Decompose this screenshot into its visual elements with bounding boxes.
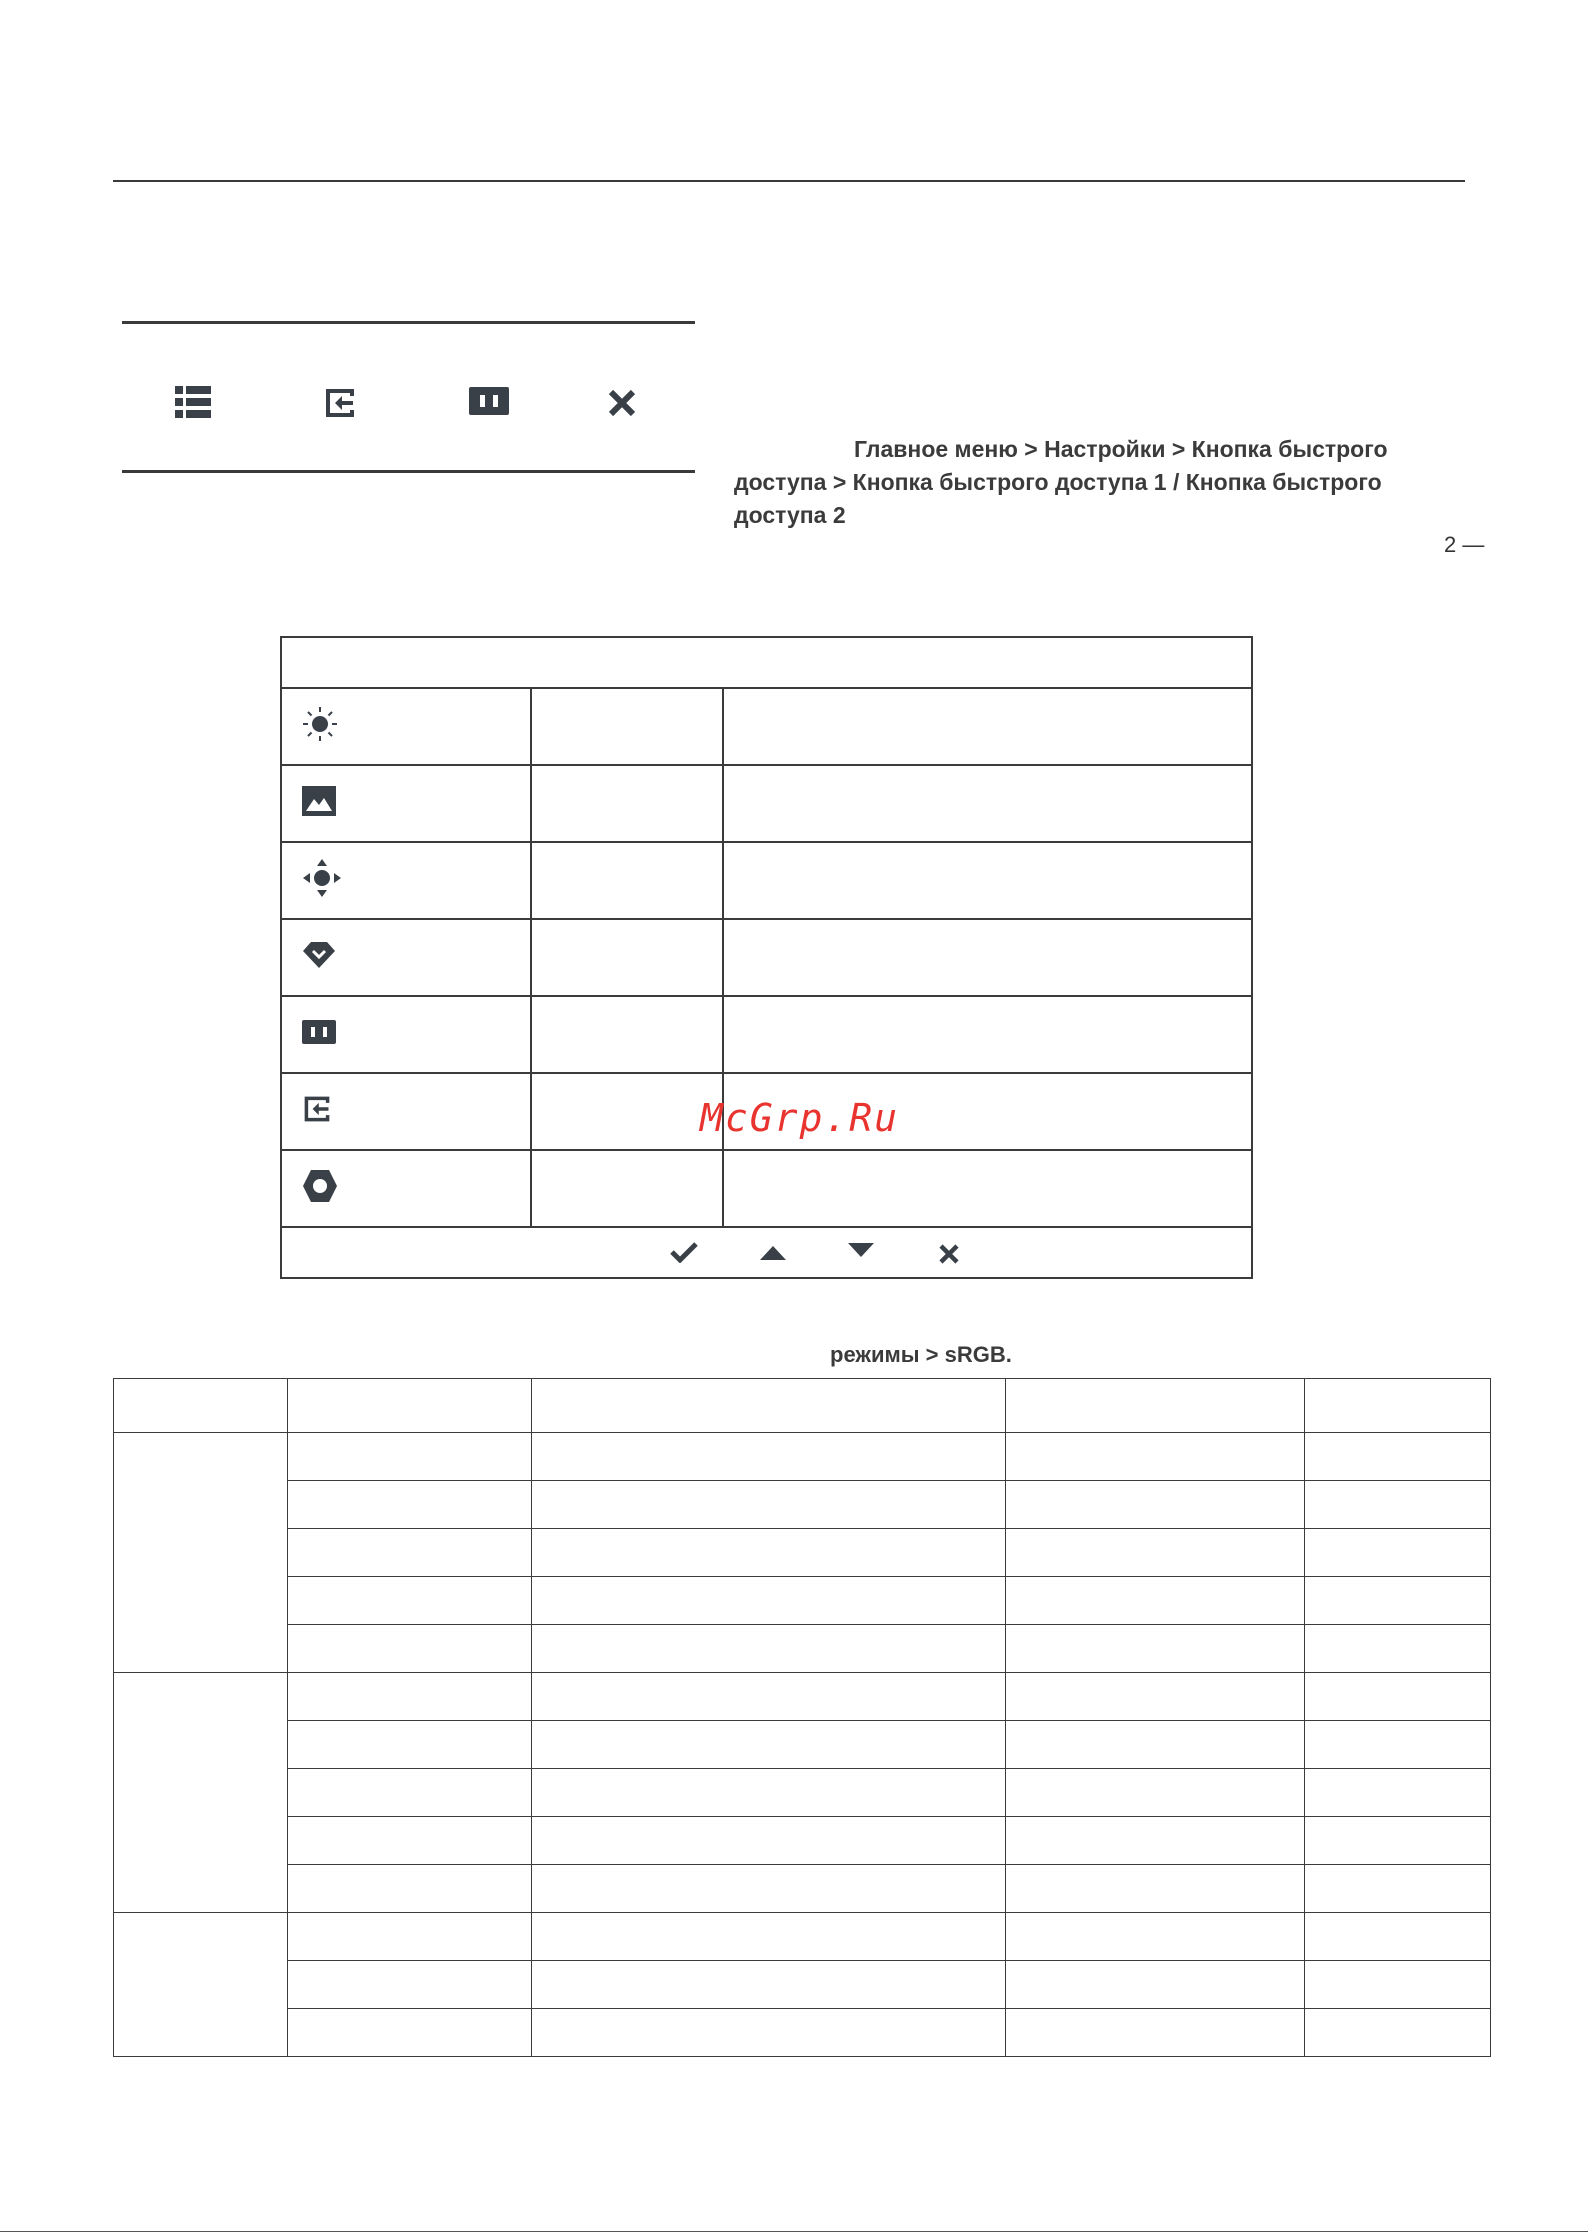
table-cell [1305, 1625, 1491, 1673]
table-cell [1006, 1481, 1305, 1529]
table-row [114, 1673, 1491, 1721]
osd-row [281, 842, 1252, 919]
table-cell [288, 1721, 532, 1769]
watermark: McGrp.Ru [700, 1096, 900, 1140]
osd-menu-table [280, 636, 1253, 1279]
table-cell [1006, 1673, 1305, 1721]
input-source-icon[interactable] [323, 386, 357, 420]
table-cell [532, 1379, 1006, 1433]
table-cell [532, 1817, 1006, 1865]
arrow-down-icon[interactable] [848, 1243, 874, 1257]
osd-desc-cell [723, 919, 1252, 996]
table-cell [532, 1481, 1006, 1529]
table-cell [1305, 1529, 1491, 1577]
table-row [114, 1961, 1491, 2009]
osd-footer-cell [281, 1227, 1252, 1278]
table-cell [1006, 1433, 1305, 1481]
table-cell [1305, 1577, 1491, 1625]
osd-value-cell [531, 1073, 723, 1150]
table-cell [532, 2009, 1006, 2057]
table-cell [1006, 1961, 1305, 2009]
table-cell [532, 1529, 1006, 1577]
table-cell [1305, 2009, 1491, 2057]
osd-header-cell [281, 637, 1252, 688]
page-number-dash: — [1462, 532, 1485, 557]
osd-value-cell [531, 765, 723, 842]
table-cell [288, 1529, 532, 1577]
table-cell [1305, 1721, 1491, 1769]
table-cell [288, 1913, 532, 1961]
table-cell [532, 1865, 1006, 1913]
osd-row [281, 996, 1252, 1073]
osd-desc-cell [723, 996, 1252, 1073]
osd-icon-cell [281, 996, 531, 1073]
osd-value-cell [531, 688, 723, 765]
osd-value-cell [531, 842, 723, 919]
table-cell [288, 1433, 532, 1481]
table-cell [288, 1577, 532, 1625]
table-cell [288, 1769, 532, 1817]
table-row [114, 1481, 1491, 1529]
table-cell [1305, 1961, 1491, 2009]
osd-value-cell [531, 996, 723, 1073]
table-cell [1305, 1913, 1491, 1961]
osd-row [281, 919, 1252, 996]
arrow-up-icon[interactable] [760, 1246, 786, 1260]
table-cell [532, 1913, 1006, 1961]
table-cell [288, 1961, 532, 2009]
quick-bar-bottom-rule [122, 470, 695, 473]
table-cell [288, 2009, 532, 2057]
table-row [114, 1769, 1491, 1817]
table-cell [1006, 1865, 1305, 1913]
osd-header-row [281, 637, 1252, 688]
settings-hex-icon[interactable] [302, 1169, 338, 1208]
position-icon[interactable] [302, 858, 342, 903]
settings-table [113, 1378, 1491, 2057]
osd-icon-cell [281, 688, 531, 765]
osd-icon-cell [281, 1150, 531, 1227]
table-cell [1305, 1433, 1491, 1481]
table-cell [288, 1673, 532, 1721]
osd-row [281, 765, 1252, 842]
table-cell [1305, 1673, 1491, 1721]
table-cell [288, 1481, 532, 1529]
osd-value-cell [531, 919, 723, 996]
table-row [114, 1721, 1491, 1769]
display-mode-icon[interactable] [302, 1020, 336, 1049]
table-cell [1305, 1481, 1491, 1529]
osd-icon-cell [281, 765, 531, 842]
table-cell [1006, 1625, 1305, 1673]
table-cell [288, 1817, 532, 1865]
osd-footer-row [281, 1227, 1252, 1278]
table-cell [1006, 1769, 1305, 1817]
table-row [114, 1433, 1491, 1481]
osd-row [281, 1150, 1252, 1227]
table-cell [532, 1433, 1006, 1481]
table-row [114, 1913, 1491, 1961]
table-cell [1006, 1577, 1305, 1625]
table-cell [532, 1721, 1006, 1769]
table-group-cell [114, 1673, 288, 1913]
check-icon[interactable] [670, 1241, 698, 1263]
menu-list-icon[interactable] [175, 386, 211, 418]
table-cell [1305, 1379, 1491, 1433]
bottom-edge-rule [0, 2231, 1588, 2232]
top-rule [113, 180, 1465, 182]
table-cell [288, 1625, 532, 1673]
brightness-icon[interactable] [302, 706, 338, 747]
table-cell [1006, 1529, 1305, 1577]
table-cell [1305, 1817, 1491, 1865]
osd-desc-cell [723, 765, 1252, 842]
table-cell [532, 1625, 1006, 1673]
table-cell [1006, 2009, 1305, 2057]
table-cell [532, 1961, 1006, 2009]
table-row [114, 1817, 1491, 1865]
table-row [114, 1625, 1491, 1673]
table-cell [532, 1769, 1006, 1817]
picture-icon[interactable] [302, 786, 336, 821]
input-source-icon[interactable] [302, 1094, 332, 1129]
osd-icon-cell [281, 919, 531, 996]
table-cell [114, 1379, 288, 1433]
table-cell [1305, 1865, 1491, 1913]
osd-desc-cell [723, 1150, 1252, 1227]
table-cell [1006, 1721, 1305, 1769]
table-cell [532, 1673, 1006, 1721]
table-caption: режимы > sRGB. [830, 1342, 1012, 1367]
table-row [114, 2009, 1491, 2057]
display-mode-icon[interactable] [469, 387, 509, 415]
table-cell [1006, 1817, 1305, 1865]
close-icon[interactable] [938, 1243, 960, 1265]
table-header-row [114, 1379, 1491, 1433]
page-number-value: 2 [1444, 532, 1457, 557]
osd-row [281, 688, 1252, 765]
table-cell [288, 1865, 532, 1913]
table-row [114, 1577, 1491, 1625]
menu-path-paragraph: Главное меню > Настройки > Кнопка быстрого доступа > Кнопка быстрого доступа 1 / Кнопка быстрого доступа 2 [734, 436, 1388, 528]
quick-bar-top-rule [122, 321, 695, 324]
page-number [1444, 532, 1484, 558]
table-cell [1305, 1769, 1491, 1817]
table-cell [288, 1379, 532, 1433]
table-group-cell [114, 1433, 288, 1673]
table-group-cell [114, 1913, 288, 2057]
osd-desc-cell [723, 688, 1252, 765]
table-row [114, 1865, 1491, 1913]
osd-desc-cell [723, 842, 1252, 919]
table-cell [532, 1577, 1006, 1625]
close-icon[interactable] [607, 388, 637, 418]
osd-icon-cell [281, 842, 531, 919]
table-cell [1006, 1913, 1305, 1961]
table-cell [1006, 1379, 1305, 1433]
quick-access-bar [122, 380, 695, 430]
eye-care-icon[interactable] [302, 941, 336, 974]
table-row [114, 1529, 1491, 1577]
osd-icon-cell [281, 1073, 531, 1150]
osd-value-cell [531, 1150, 723, 1227]
